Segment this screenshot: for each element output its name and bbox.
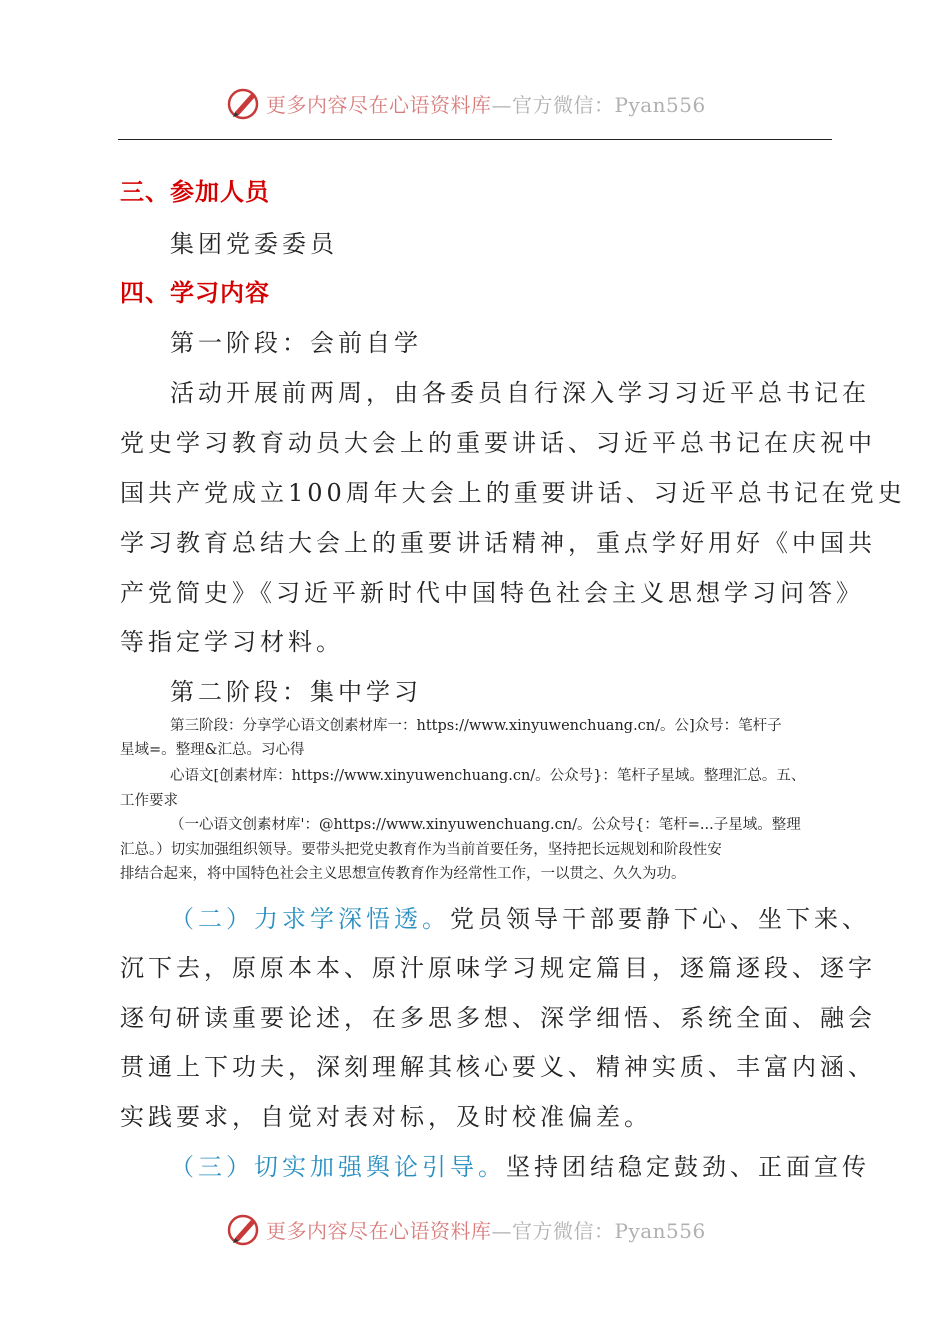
participants-text: 集团党委委员 xyxy=(170,230,338,258)
small-line: 心语文[创素材库：https://www.xinyuwenchuang.cn/。公众号}：笔杆子星域。整理汇总。五、 xyxy=(170,768,806,784)
header-red-text: 更多内容尽在心语资料库 xyxy=(266,93,492,117)
para1-line: 产党简史》《习近平新时代中国特色社会主义思想学习问答》 xyxy=(120,579,864,607)
header-rule xyxy=(118,139,832,140)
small-line: （一心语文创素材库'：@https://www.xinyuwenchuang.cn/。公众号{：笔杆=...子星域。整理 xyxy=(170,817,801,833)
header-grey-text: —官方微信：Pyan556 xyxy=(491,93,706,117)
small-line: 第三阶段：分享学心语文创素材库一：https://www.xinyuwenchuang.cn/。公]众号：笔杆子 xyxy=(170,718,782,734)
pen-logo-icon xyxy=(225,84,263,122)
page-footer xyxy=(0,1210,950,1250)
header-text xyxy=(266,89,706,118)
small-line: 汇总。）切实加强组织领导。要带头把党史教育作为当前首要任务，坚持把长远规划和阶段性安 xyxy=(120,842,722,858)
stage1-label: 第一阶段：会前自学 xyxy=(170,329,422,357)
pen-logo-icon xyxy=(225,1210,263,1248)
para3-first: 坚持团结稳定鼓劲、正面宣传 xyxy=(506,1153,870,1181)
heading-participants: 三、参加人员 xyxy=(120,178,270,206)
para2-title: （二）力求学深悟透。 xyxy=(170,905,450,933)
para2-line: 逐句研读重要论述，在多思多想、深学细悟、系统全面、融会 xyxy=(120,1004,876,1032)
small-line: 排结合起来，将中国特色社会主义思想宣传教育作为经常性工作，一以贯之、久久为功。 xyxy=(120,866,686,882)
para2-line: 实践要求，自觉对表对标，及时校准偏差。 xyxy=(120,1103,652,1131)
para2-first: 党员领导干部要静下心、坐下来、 xyxy=(450,905,870,933)
heading-content: 四、学习内容 xyxy=(120,279,270,307)
small-line: 工作要求 xyxy=(120,793,178,809)
stage2-label: 第二阶段：集中学习 xyxy=(170,678,422,706)
para3-title: （三）切实加强舆论引导。 xyxy=(170,1153,506,1181)
para1-line: 等指定学习材料。 xyxy=(120,628,344,656)
para1-line: 党史学习教育动员大会上的重要讲话、习近平总书记在庆祝中 xyxy=(120,429,876,457)
footer-grey-text: —官方微信：Pyan556 xyxy=(491,1219,706,1243)
footer-red-text: 更多内容尽在心语资料库 xyxy=(266,1219,492,1243)
para1-line: 学习教育总结大会上的重要讲话精神，重点学好用好《中国共 xyxy=(120,529,876,557)
para1-line: 活动开展前两周，由各委员自行深入学习习近平总书记在 xyxy=(170,379,870,407)
para2-first-line xyxy=(170,899,884,934)
para2-line: 贯通上下功夫，深刻理解其核心要义、精神实质、丰富内涵、 xyxy=(120,1053,876,1081)
para2-line: 沉下去，原原本本、原汁原味学习规定篇目，逐篇逐段、逐字 xyxy=(120,954,876,982)
small-line: 星域=。整理&汇总。习心得 xyxy=(120,742,305,758)
para1-line: 国共产党成立100周年大会上的重要讲话、习近平总书记在党史 xyxy=(120,479,906,507)
page-header xyxy=(0,84,950,124)
footer-text xyxy=(266,1215,706,1244)
para3-first-line xyxy=(170,1147,884,1182)
